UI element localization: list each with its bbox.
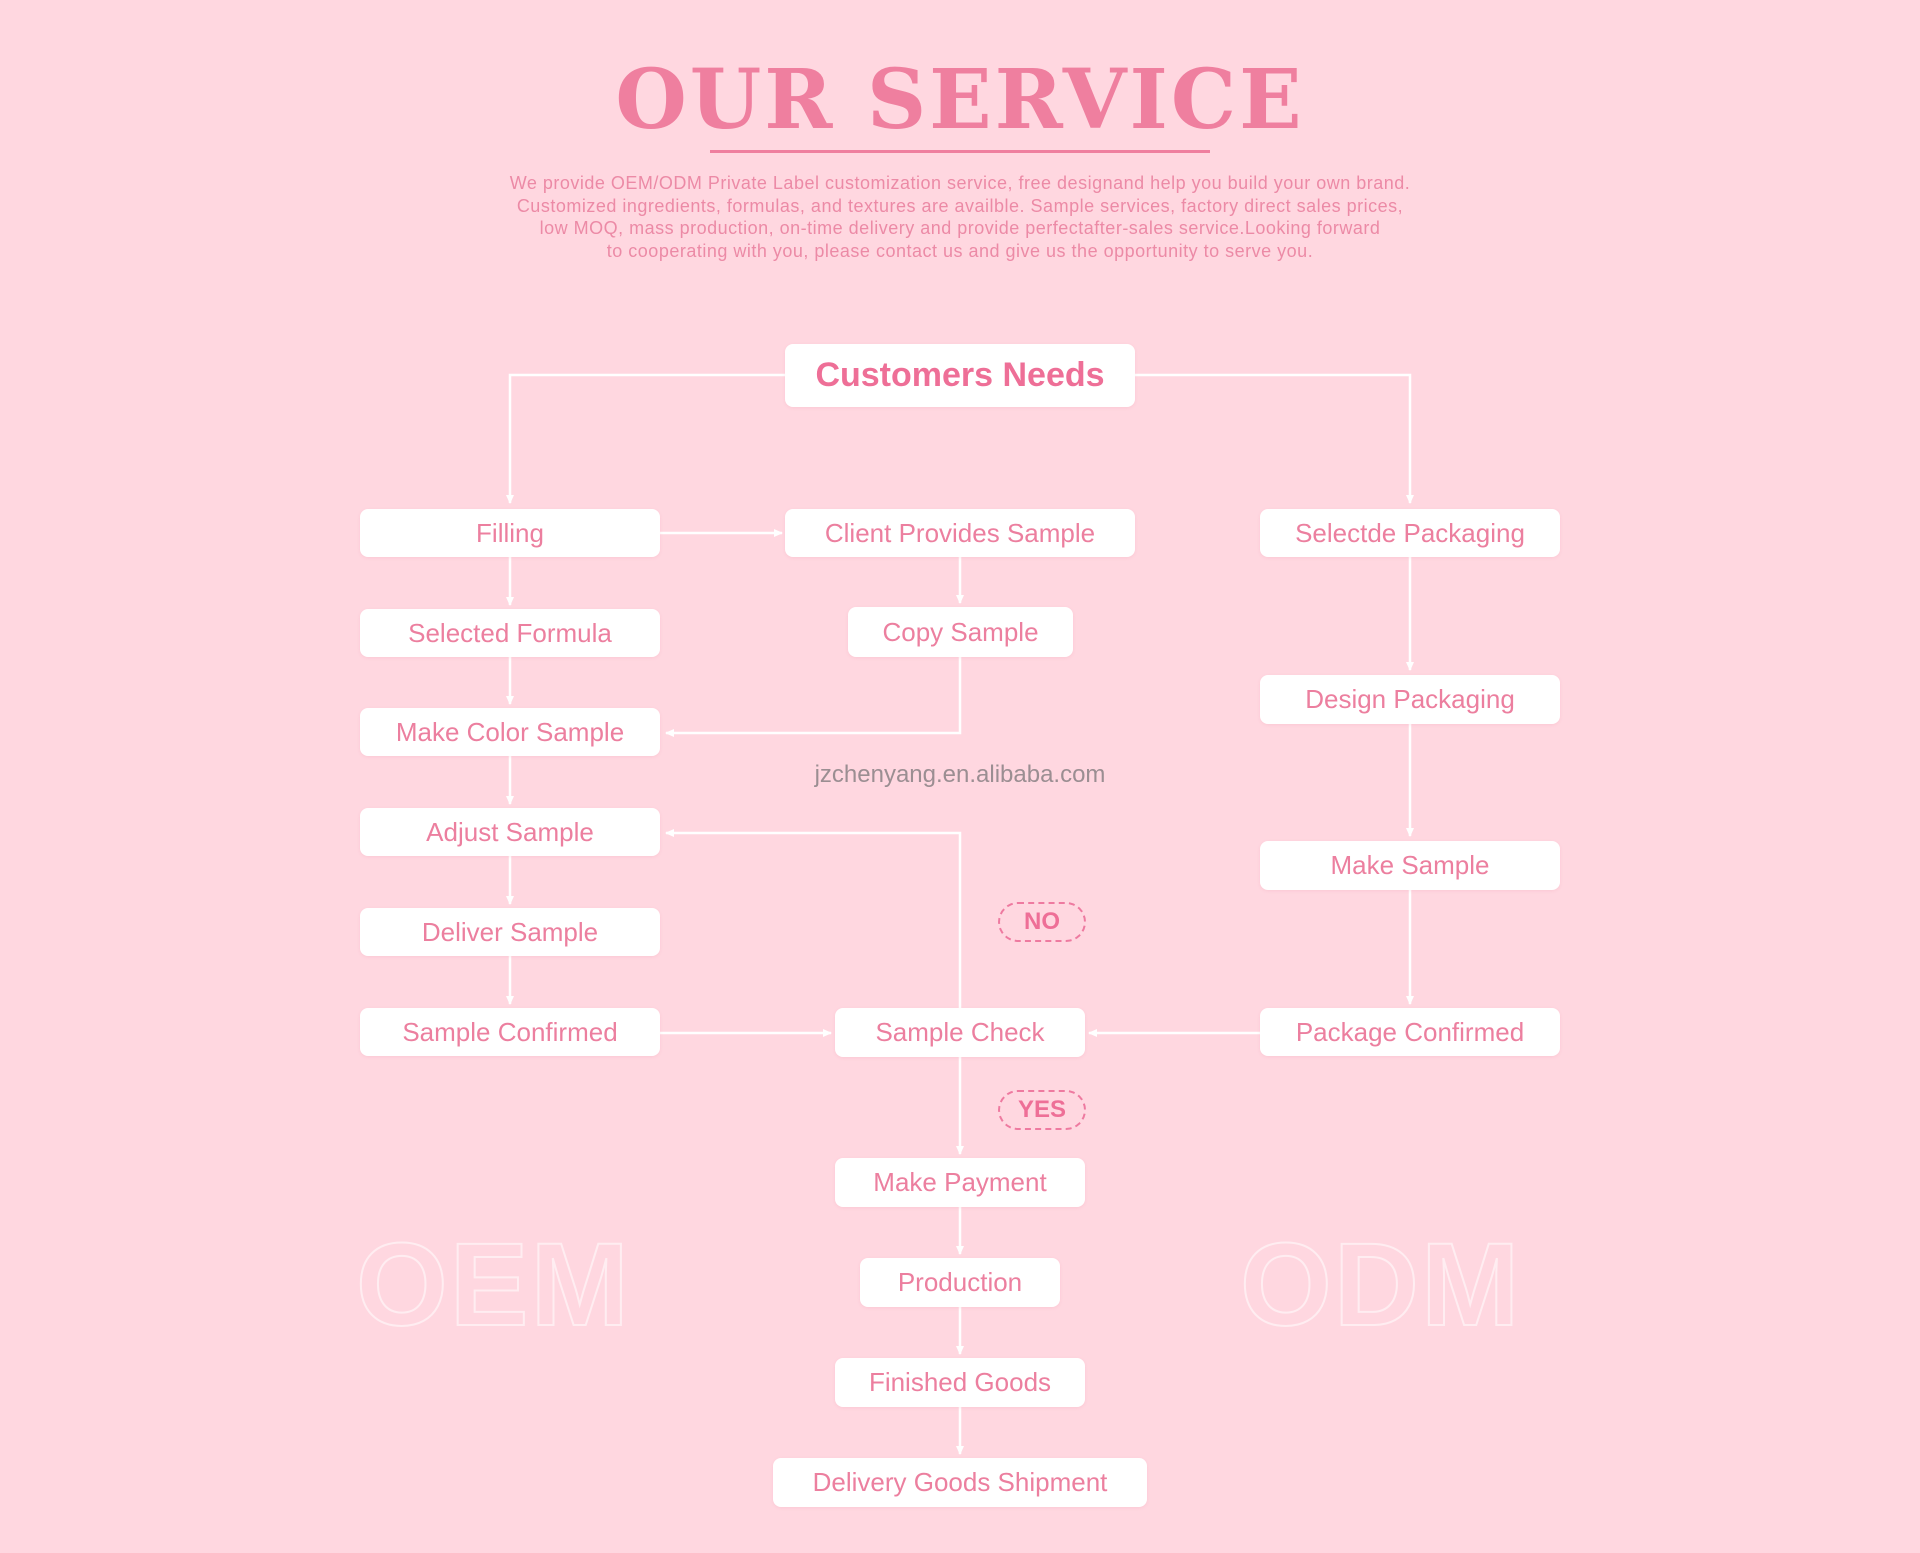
intro-line-1: We provide OEM/ODM Private Label customization service, free designand help you build your own brand. — [509, 173, 1411, 193]
site-watermark: jzchenyang.en.alibaba.com — [814, 761, 1106, 788]
connector-copy-to-color — [666, 657, 960, 733]
make-payment-node: Make Payment — [835, 1158, 1085, 1207]
intro-line-4: to cooperating with you, please contact us and give us the opportunity to serve you. — [606, 240, 1314, 261]
client-provides-sample-node: Client Provides Sample — [785, 509, 1135, 557]
yes-label: YES — [998, 1090, 1086, 1130]
sample-check-node: Sample Check — [835, 1008, 1085, 1057]
deliver-sample-node: Deliver Sample — [360, 908, 660, 956]
connector-needs-to-filling — [510, 375, 785, 503]
make-sample-node: Make Sample — [1260, 841, 1560, 890]
delivery-goods-shipment-node: Delivery Goods Shipment — [773, 1458, 1147, 1507]
intro-line-3: low MOQ, mass production, on-time delivery and provide perfectafter-sales service.Looking forward — [539, 218, 1381, 238]
finished-goods-node: Finished Goods — [835, 1358, 1085, 1407]
selected-formula-node: Selected Formula — [360, 609, 660, 657]
make-color-sample-node: Make Color Sample — [360, 708, 660, 756]
filling-node: Filling — [360, 509, 660, 557]
package-confirmed-node: Package Confirmed — [1260, 1008, 1560, 1056]
oem-watermark: OEM — [356, 1219, 631, 1351]
customers-needs-node: Customers Needs — [785, 344, 1135, 407]
production-node: Production — [860, 1258, 1060, 1307]
adjust-sample-node: Adjust Sample — [360, 808, 660, 856]
no-label: NO — [998, 902, 1086, 942]
connector-check-no-to-adjust — [666, 833, 960, 1009]
design-packaging-node: Design Packaging — [1260, 675, 1560, 724]
copy-sample-node: Copy Sample — [848, 607, 1073, 657]
intro-line-2: Customized ingredients, formulas, and textures are availble. Sample services, factory direct sales prices, — [516, 195, 1404, 216]
connector-needs-to-packaging — [1135, 375, 1410, 503]
page-title: OUR SERVICE — [615, 52, 1305, 148]
selected-packaging-node: Selectde Packaging — [1260, 509, 1560, 557]
odm-watermark: ODM — [1240, 1219, 1522, 1351]
sample-confirmed-node: Sample Confirmed — [360, 1008, 660, 1056]
